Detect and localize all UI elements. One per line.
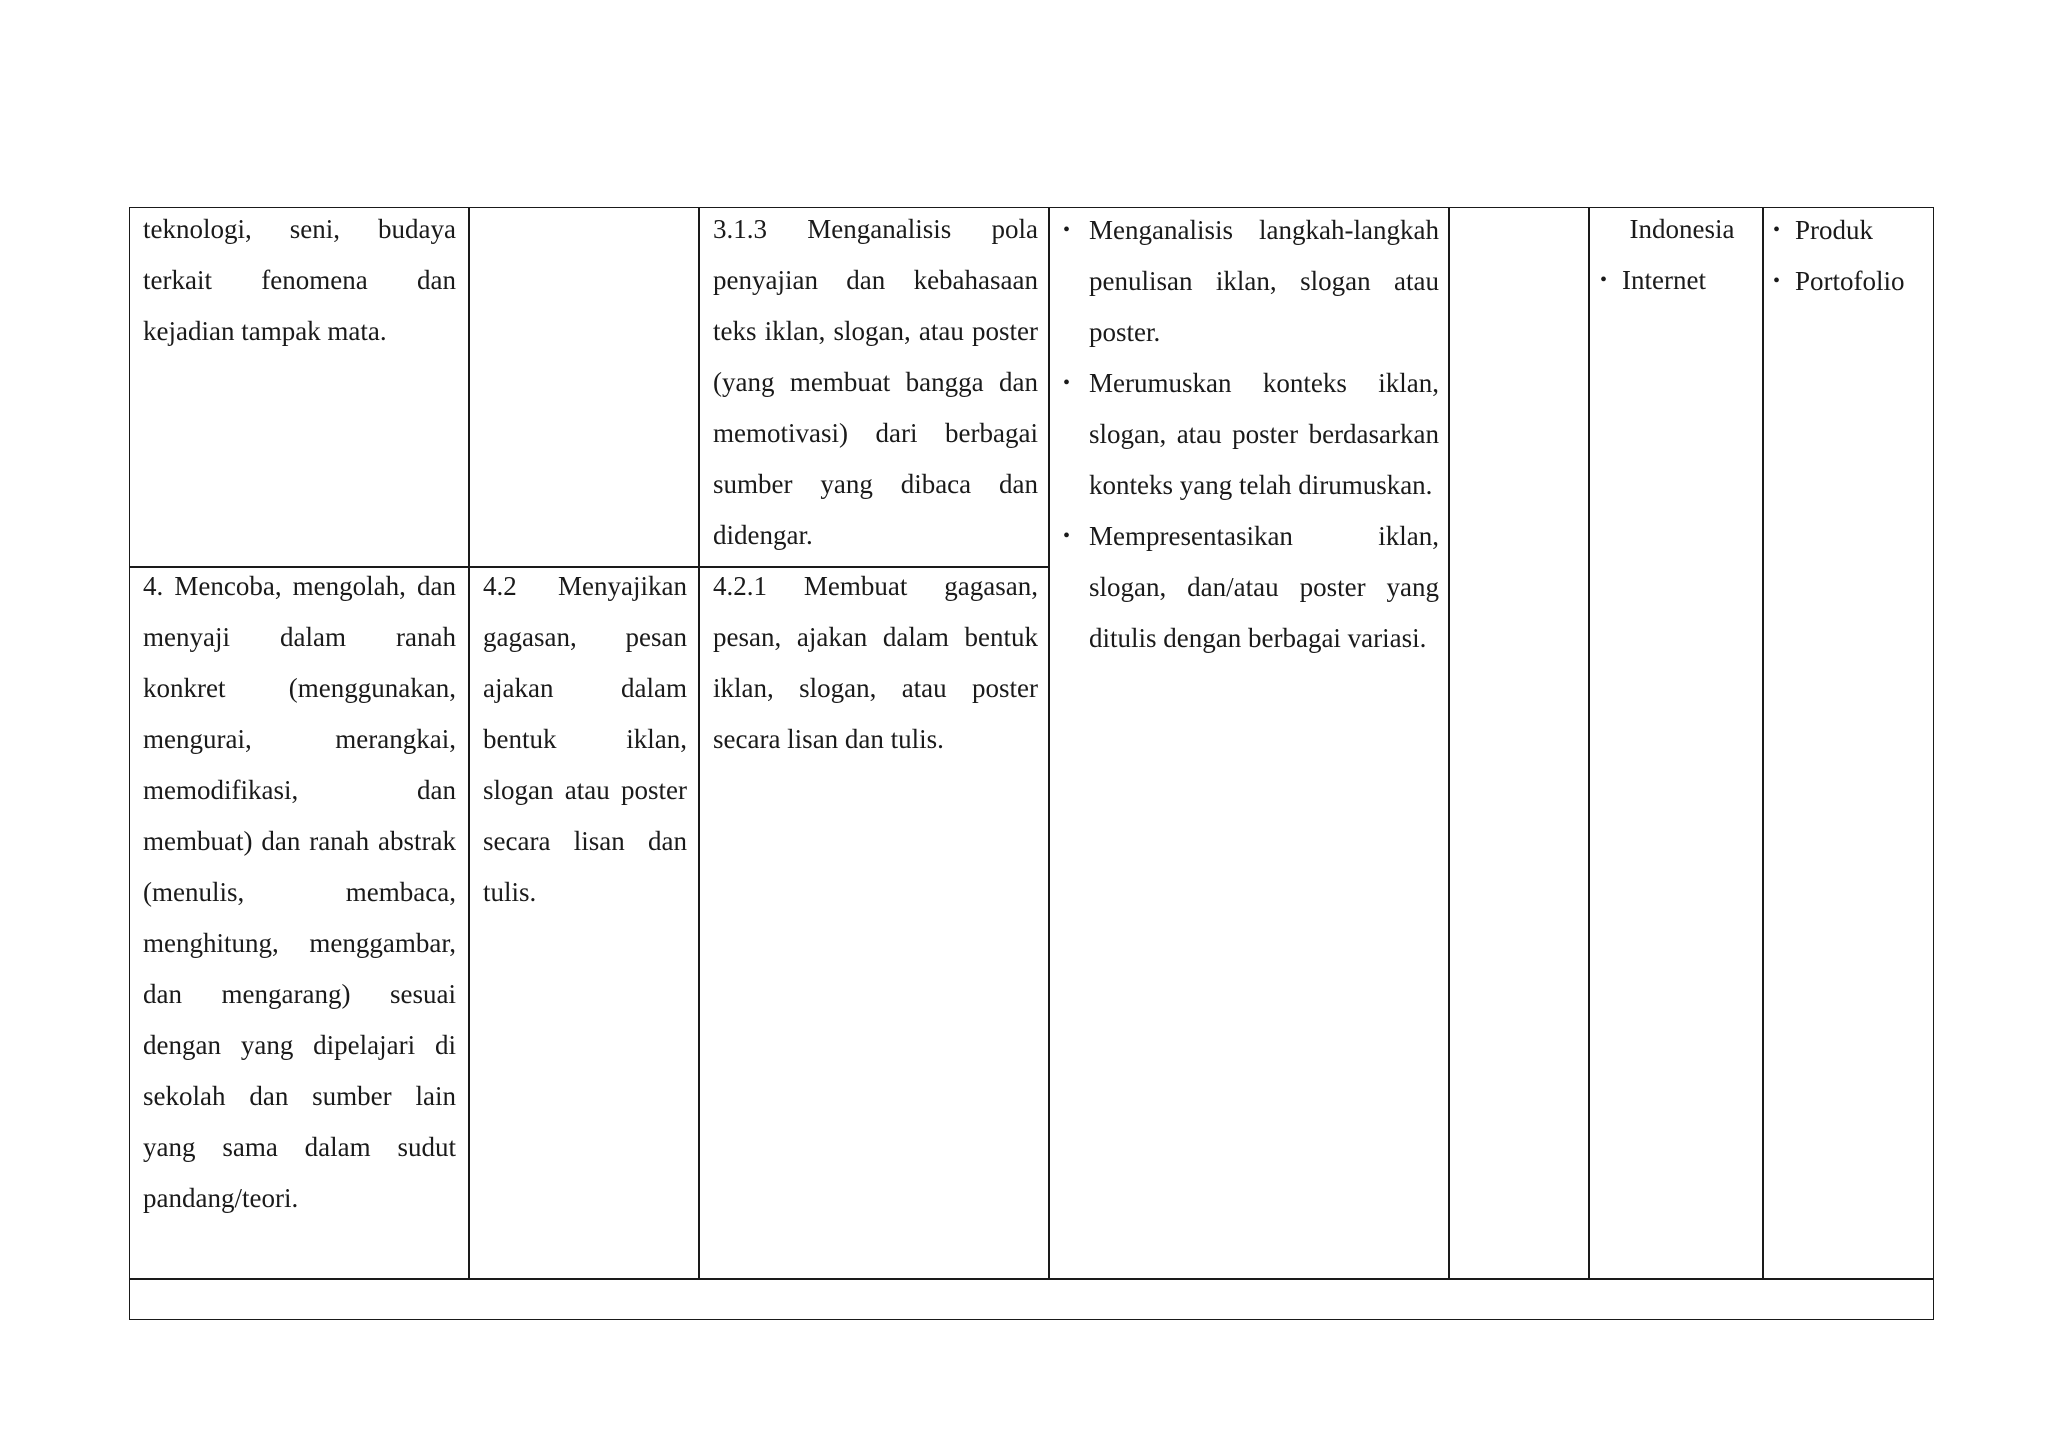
cell-kegiatan-pembelajaran: [1061, 205, 1439, 664]
cell-text: 4. Mencoba, mengolah, dan menyaji dalam ranah konkret (menggunakan, mengurai, merangkai, memodifikasi, dan membuat) dan ranah abstrak (menulis, membaca, menghitung, menggambar, dan mengarang) sesuai dengan yang dipelajari di sekolah dan sumber lain yang sama dalam sudut pandang/teori.: [143, 571, 456, 1213]
bullet-icon: •: [1063, 525, 1071, 547]
cell-text: teknologi, seni, budaya terkait fenomena dan kejadian tampak mata.: [143, 214, 456, 346]
sumber-continued-text: Indonesia: [1629, 214, 1735, 244]
bullet-icon: •: [1063, 219, 1071, 241]
list-item-text: Portofolio: [1795, 266, 1905, 296]
cell-penilaian: [1773, 205, 1929, 307]
list-item: [1061, 358, 1439, 511]
bullet-icon: •: [1773, 270, 1781, 292]
list-item-text: Menganalisis langkah-langkah penulisan iklan, slogan atau poster.: [1089, 215, 1439, 347]
row-divider: [129, 1278, 1934, 1280]
cell-text: 3.1.3 Menganalisis pola penyajian dan kebahasaan teks iklan, slogan, atau poster (yang membuat bangga dan memotivasi) dari berbagai sumber yang dibaca dan didengar.: [713, 214, 1038, 550]
list-item: [1600, 255, 1756, 306]
cell-text: 4.2 Menyajikan gagasan, pesan ajakan dalam bentuk iklan, slogan atau poster secara lisan dan tulis.: [483, 571, 687, 907]
cell-kompetensi-inti-4: [143, 561, 456, 1224]
column-divider: [1762, 207, 1764, 1279]
cell-sumber-belajar: [1600, 204, 1756, 306]
column-divider: [698, 207, 700, 1279]
bullet-icon: •: [1063, 372, 1071, 394]
list-item: [1773, 256, 1929, 307]
cell-indikator-4-2-1: [713, 561, 1038, 765]
activity-list: [1061, 205, 1439, 664]
list-item-text: Merumuskan konteks iklan, slogan, atau poster berdasarkan konteks yang telah dirumuskan.: [1089, 368, 1439, 500]
list-item-text: Internet: [1622, 265, 1706, 295]
list-item: [1061, 205, 1439, 358]
source-list: [1600, 255, 1756, 306]
column-divider: [1588, 207, 1590, 1279]
cell-text: 4.2.1 Membuat gagasan, pesan, ajakan dalam bentuk iklan, slogan, atau poster secara lisan dan tulis.: [713, 571, 1038, 754]
assessment-list: [1773, 205, 1929, 307]
list-item: [1061, 511, 1439, 664]
bullet-icon: •: [1773, 219, 1781, 241]
column-divider: [468, 207, 470, 1279]
list-item: [1773, 205, 1929, 256]
cell-indikator-3-1-3: [713, 204, 1038, 561]
list-item-text: Mempresentasikan iklan, slogan, dan/atau poster yang ditulis dengan berbagai variasi.: [1089, 521, 1439, 653]
column-divider: [1448, 207, 1450, 1279]
list-item-text: Produk: [1795, 215, 1874, 245]
bullet-icon: •: [1600, 269, 1608, 291]
cell-kompetensi-inti-continued: [143, 204, 456, 357]
column-divider: [1048, 207, 1050, 1279]
cell-kompetensi-dasar-4-2: [483, 561, 687, 918]
